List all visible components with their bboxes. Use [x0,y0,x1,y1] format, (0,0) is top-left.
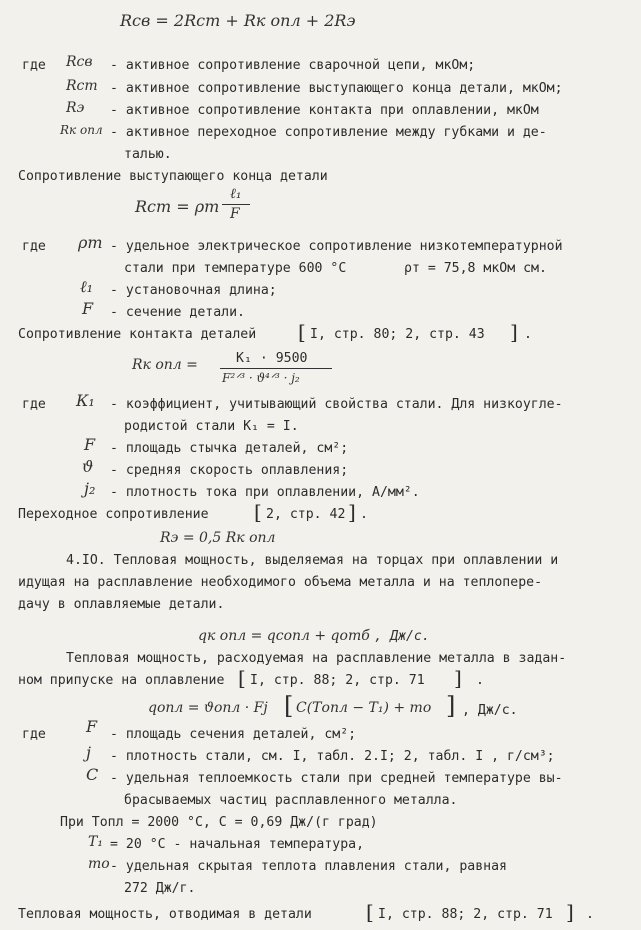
punctuation: . [360,507,368,522]
where-label: где [22,58,46,73]
formula-weld-resistance [120,12,355,29]
definition-value: ρт = 75,8 мкОм см. [404,261,547,276]
punctuation: . [524,327,532,342]
section-heading-line: идущая на расплавление необходимого объема металла и на теплопере- [18,575,543,590]
formula-unit: , Дж/с. [374,629,430,644]
reference: I, стр. 80; 2, стр. 43 [310,327,485,342]
paragraph: Сопротивление выступающего конца детали [18,169,328,184]
definition-text: - активное сопротивление выступающего конца детали, мкОм; [110,81,563,96]
definition-text: - активное сопротивление сварочной цепи, мкОм; [110,58,476,73]
where-label: где [22,397,46,412]
formula-lhs: Rст = ρт [135,197,220,216]
symbol: F [82,299,94,318]
fraction-denominator: F²ᐟ³ · ϑ⁴ᐟ³ · j₂ [222,371,300,385]
reference: I, стр. 88; 2, стр. 71 [378,907,553,922]
bracket-left: [ [366,900,374,924]
definition-text: - плотность стали, см. I, табл. 2.I; 2, табл. I , г/см³; [110,749,555,764]
paragraph: Тепловая мощность, расходуемая на расплавление металла в задан- [66,651,567,666]
definition-continuation: талью. [124,147,172,162]
bracket-right: ] [566,900,574,924]
formula-heat-power [198,628,430,645]
symbol: F [86,717,98,736]
fraction-numerator: К₁ · 9500 [236,351,308,366]
definition-text: - удельная теплоемкость стали при средней температуре вы- [110,771,563,786]
symbol: ρт [78,233,103,252]
paragraph: Переходное сопротивление [18,507,209,522]
where-label: где [22,727,46,742]
punctuation: . [586,907,594,922]
bracket-right: ] [446,692,456,720]
reference: 2, стр. 42 [266,507,346,522]
symbol: T₁ [88,834,103,850]
symbol: j₂ [84,479,96,498]
where-label: где [22,239,46,254]
formula-expression: qк опл = qсопл + qотб [198,628,370,644]
paragraph: Сопротивление контакта деталей [18,327,257,342]
fraction-bar [220,368,332,369]
definition-text: - площадь сечения деталей, см²; [110,727,357,742]
section-heading-line: 4.IO. Тепловая мощность, выделяемая на торцах при оплавлении и [66,553,559,568]
section-heading-line: дачу в оплавляемые детали. [18,597,225,612]
fraction-numerator: ℓ₁ [230,186,242,202]
definition-text: = 20 °С - начальная температура, [110,837,365,852]
symbol: ℓ₁ [80,277,94,296]
definition-text: - установочная длина; [110,283,277,298]
bracket-right: ] [454,666,462,690]
given-values: При Tопл = 2000 °С, C = 0,69 Дж/(г град) [60,815,378,830]
definition-text: - удельное электрическое сопротивление низкотемпературной [110,239,563,254]
fraction-denominator: F [230,206,240,222]
paragraph: ном припуске на оплавление [18,673,225,688]
bracket-left: [ [284,692,294,720]
formula-lhs: Rк опл = [132,357,198,373]
definition-text: - средняя скорость оплавления; [110,463,349,478]
formula-lhs: qопл = ϑопл · Fj [148,700,268,716]
reference: I, стр. 88; 2, стр. 71 [250,673,425,688]
definition-text: - площадь стычка деталей, см²; [110,441,349,456]
symbol: ϑ [82,457,94,476]
formula-lhs: Rсв [120,11,151,30]
definition-continuation: 272 Дж/г. [124,881,196,896]
symbol: C [86,765,99,784]
paragraph: Тепловая мощность, отводимая в детали [18,907,312,922]
symbol: Rэ [66,100,85,116]
definition-continuation: родистой стали К₁ = I. [124,419,299,434]
symbol: Rк опл [60,123,103,137]
bracket-left: [ [238,666,246,690]
formula-inner: C(Tопл − T₁) + mо [296,700,432,716]
bracket-left: [ [254,500,262,524]
formula-rhs: = 2Rст + Rк опл + 2Rэ [155,11,356,30]
symbol: К₁ [76,391,95,410]
definition-text: - активное переходное сопротивление между губками и де- [110,125,547,140]
definition-text: - плотность тока при оплавлении, А/мм². [110,485,420,500]
punctuation: . [476,673,484,688]
symbol: mо [88,856,110,872]
formula-transition-resistance: Rэ = 0,5 Rк опл [160,530,276,546]
definition-text: - активное сопротивление контакта при оплавлении, мкОм [110,103,539,118]
formula-unit: , Дж/с. [462,703,518,718]
bracket-left: [ [298,320,306,344]
symbol: Rст [66,78,98,94]
definition-text: - коэффициент, учитывающий свойства стали. Для низкоугле- [110,397,563,412]
symbol: F [84,435,96,454]
formula-stickout-resistance [135,198,219,215]
fraction-bar [222,204,250,205]
definition-text: - удельная скрытая теплота плавления стали, равная [110,859,507,874]
definition-continuation: брасываемых частиц расплавленного металла. [124,793,458,808]
symbol: j [86,743,91,762]
bracket-right: ] [348,500,356,524]
definition-text: - сечение детали. [110,305,245,320]
definition-continuation: стали при температуре 600 °С [124,261,347,276]
symbol: Rсв [66,54,93,70]
bracket-right: ] [510,320,518,344]
